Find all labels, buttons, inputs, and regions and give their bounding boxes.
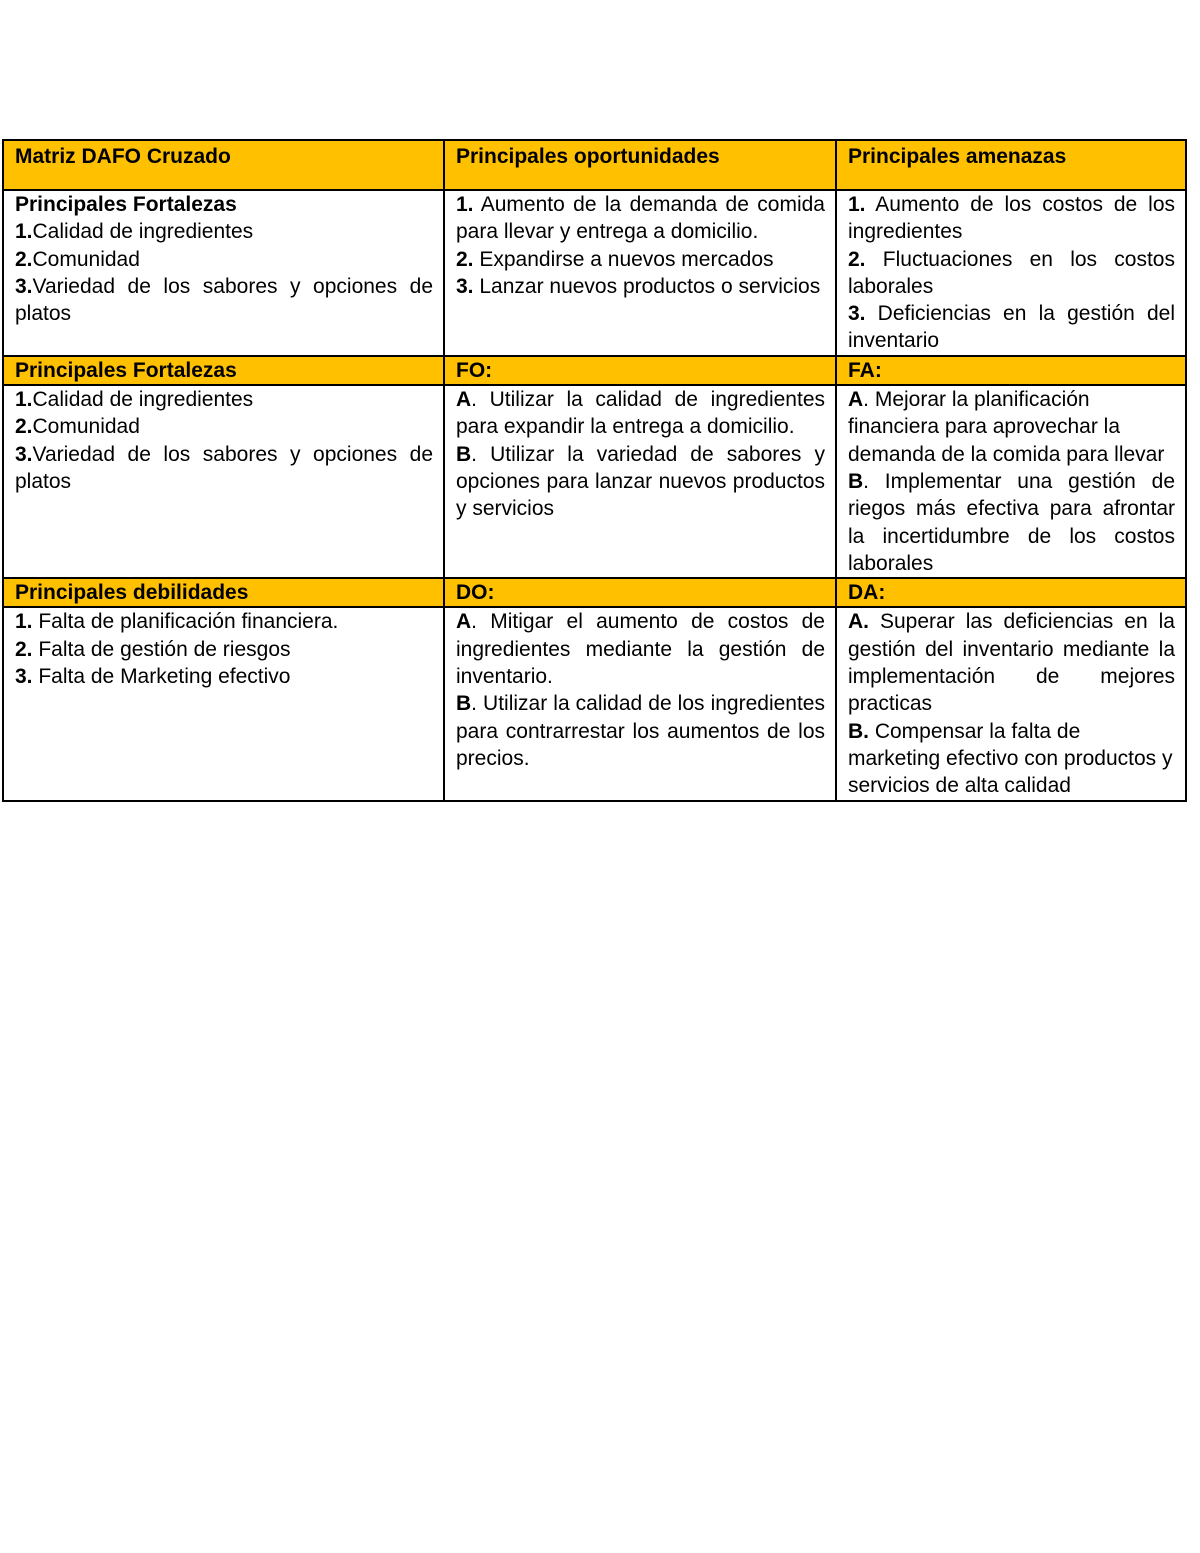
do-da-header-row	[3, 578, 1186, 607]
list-item: 1. Aumento de los costos de los ingredientes	[848, 193, 1175, 244]
list-item: B. Implementar una gestión de riegos más efectiva para afrontar la incertidumbre de los costos laborales	[848, 469, 1175, 575]
matrix-header-row	[3, 140, 1186, 190]
list-item: 2. Falta de gestión de riesgos	[15, 637, 291, 661]
strengths-list-cell	[3, 385, 444, 578]
do-da-row	[3, 607, 1186, 800]
list-item: 3. Lanzar nuevos productos o servicios	[456, 274, 821, 298]
fo-header-cell: FO:	[444, 356, 836, 385]
fa-header-cell: FA:	[836, 356, 1186, 385]
strengths-summary-cell	[3, 190, 444, 356]
list-item: 2. Fluctuaciones en los costos laborales	[848, 247, 1175, 298]
list-item: A. Mejorar la planificación financiera para aprovechar la demanda de la comida para llevar	[848, 388, 1165, 466]
threats-list-cell	[836, 190, 1186, 356]
strengths-title: Principales Fortalezas	[15, 193, 237, 216]
fo-strategies-cell	[444, 385, 836, 578]
opportunities-list-cell	[444, 190, 836, 356]
da-strategies-cell	[836, 607, 1186, 800]
list-item: 3. Falta de Marketing efectivo	[15, 665, 291, 689]
list-item: 3.Variedad de los sabores y opciones de platos	[15, 274, 433, 326]
list-item: A. Superar las deficiencias en la gestión del inventario mediante la implementación de mejores practicas	[848, 610, 1175, 716]
list-item: A. Utilizar la calidad de ingredientes para expandir la entrega a domicilio.	[456, 388, 825, 439]
fa-strategies-cell	[836, 385, 1186, 578]
list-item: 1.Calidad de ingredientes	[15, 388, 254, 412]
list-item: 3.Variedad de los sabores y opciones de platos	[15, 442, 433, 493]
threats-header-cell: Principales amenazas	[836, 140, 1186, 190]
opportunities-header-cell: Principales oportunidades	[444, 140, 836, 190]
da-header-cell: DA:	[836, 578, 1186, 607]
do-header-cell: DO:	[444, 578, 836, 607]
list-item: B. Utilizar la variedad de sabores y opciones para lanzar nuevos productos y servicios	[456, 442, 825, 521]
fo-fa-row	[3, 385, 1186, 578]
strengths-header-cell: Principales Fortalezas	[3, 356, 444, 385]
list-item: 2. Expandirse a nuevos mercados	[456, 247, 774, 271]
weaknesses-list-cell	[3, 607, 444, 800]
dafo-matrix-table	[2, 139, 1187, 802]
fo-fa-header-row	[3, 356, 1186, 385]
list-item: B. Compensar la falta de marketing efectivo con productos y servicios de alta calidad	[848, 719, 1173, 798]
list-item: 3. Deficiencias en la gestión del inventario	[848, 302, 1175, 353]
list-item: 2.Comunidad	[15, 247, 140, 271]
swot-summary-row	[3, 190, 1186, 356]
list-item: 1. Falta de planificación financiera.	[15, 610, 339, 634]
list-item: B. Utilizar la calidad de los ingredientes para contrarrestar los aumentos de los precios.	[456, 692, 825, 770]
do-strategies-cell	[444, 607, 836, 800]
list-item: A. Mitigar el aumento de costos de ingredientes mediante la gestión de inventario.	[456, 610, 825, 689]
list-item: 2.Comunidad	[15, 415, 140, 439]
matrix-corner-cell: Matriz DAFO Cruzado	[3, 140, 444, 190]
list-item: 1.Calidad de ingredientes	[15, 220, 254, 244]
list-item: 1. Aumento de la demanda de comida para llevar y entrega a domicilio.	[456, 193, 825, 244]
weaknesses-header-cell: Principales debilidades	[3, 578, 444, 607]
